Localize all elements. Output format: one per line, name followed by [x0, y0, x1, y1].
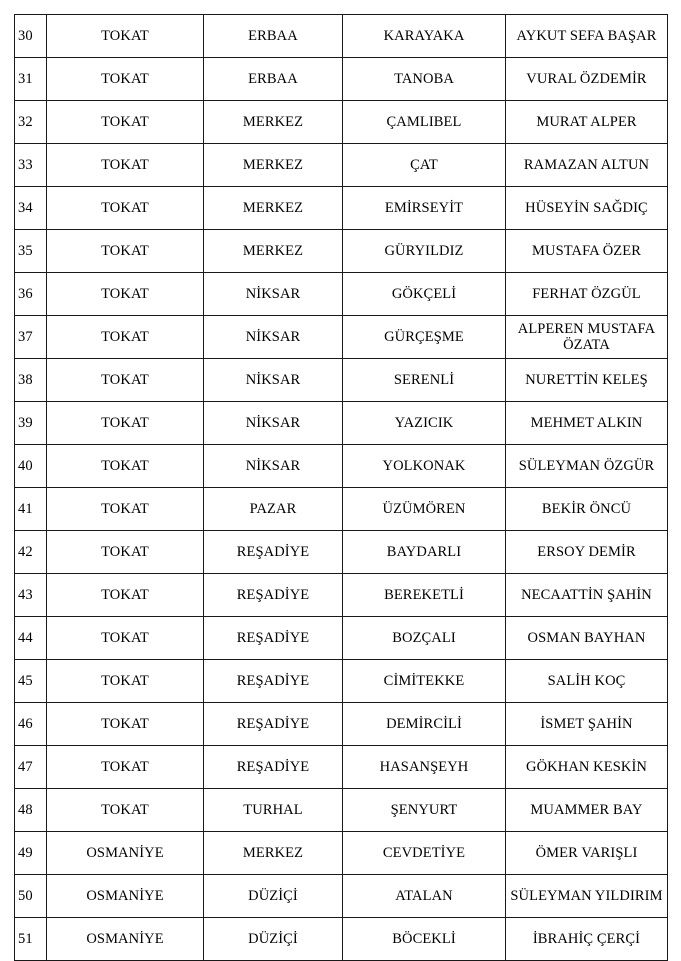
cell-province: TOKAT — [47, 402, 204, 445]
table-row — [15, 789, 668, 832]
table-row — [15, 187, 668, 230]
cell-village: YAZICIK — [343, 402, 506, 445]
cell-no: 45 — [15, 660, 47, 703]
cell-name: ERSOY DEMİR — [506, 531, 668, 574]
cell-province: OSMANİYE — [47, 875, 204, 918]
cell-province: TOKAT — [47, 488, 204, 531]
cell-name: MUAMMER BAY — [506, 789, 668, 832]
cell-province: TOKAT — [47, 58, 204, 101]
cell-district: REŞADİYE — [204, 617, 343, 660]
cell-name: ÖMER VARIŞLI — [506, 832, 668, 875]
cell-no: 37 — [15, 316, 47, 359]
cell-name: RAMAZAN ALTUN — [506, 144, 668, 187]
cell-no: 48 — [15, 789, 47, 832]
cell-no: 40 — [15, 445, 47, 488]
cell-district: REŞADİYE — [204, 746, 343, 789]
cell-no: 31 — [15, 58, 47, 101]
cell-district: NİKSAR — [204, 359, 343, 402]
cell-district: ERBAA — [204, 58, 343, 101]
table-row — [15, 531, 668, 574]
cell-province: TOKAT — [47, 531, 204, 574]
cell-name: İSMET ŞAHİN — [506, 703, 668, 746]
cell-province: TOKAT — [47, 703, 204, 746]
cell-no: 51 — [15, 918, 47, 961]
cell-district: REŞADİYE — [204, 703, 343, 746]
cell-village: SERENLİ — [343, 359, 506, 402]
table-row — [15, 832, 668, 875]
table-row — [15, 316, 668, 359]
cell-village: TANOBA — [343, 58, 506, 101]
cell-province: TOKAT — [47, 101, 204, 144]
cell-district: MERKEZ — [204, 832, 343, 875]
cell-province: OSMANİYE — [47, 832, 204, 875]
cell-province: TOKAT — [47, 187, 204, 230]
cell-no: 46 — [15, 703, 47, 746]
cell-district: ERBAA — [204, 15, 343, 58]
table-row — [15, 617, 668, 660]
cell-district: REŞADİYE — [204, 574, 343, 617]
cell-district: NİKSAR — [204, 316, 343, 359]
table-row — [15, 359, 668, 402]
cell-province: TOKAT — [47, 316, 204, 359]
table-row — [15, 488, 668, 531]
cell-village: GÜRÇEŞME — [343, 316, 506, 359]
cell-village: BÖCEKLİ — [343, 918, 506, 961]
cell-district: MERKEZ — [204, 144, 343, 187]
cell-district: TURHAL — [204, 789, 343, 832]
table-row — [15, 918, 668, 961]
table-row — [15, 230, 668, 273]
cell-no: 49 — [15, 832, 47, 875]
cell-district: NİKSAR — [204, 445, 343, 488]
cell-no: 47 — [15, 746, 47, 789]
table-row — [15, 746, 668, 789]
cell-district: PAZAR — [204, 488, 343, 531]
table-row — [15, 574, 668, 617]
cell-name: HÜSEYİN SAĞDIÇ — [506, 187, 668, 230]
cell-village: GÖKÇELİ — [343, 273, 506, 316]
cell-village: ÜZÜMÖREN — [343, 488, 506, 531]
table-row — [15, 144, 668, 187]
cell-province: TOKAT — [47, 15, 204, 58]
cell-name: AYKUT SEFA BAŞAR — [506, 15, 668, 58]
cell-district: REŞADİYE — [204, 660, 343, 703]
village-headmen-table — [14, 14, 668, 961]
cell-no: 33 — [15, 144, 47, 187]
cell-name: BEKİR ÖNCÜ — [506, 488, 668, 531]
cell-name: SALİH KOÇ — [506, 660, 668, 703]
cell-village: ÇAT — [343, 144, 506, 187]
cell-district: DÜZİÇİ — [204, 875, 343, 918]
table-row — [15, 875, 668, 918]
cell-village: ATALAN — [343, 875, 506, 918]
cell-no: 44 — [15, 617, 47, 660]
cell-no: 35 — [15, 230, 47, 273]
cell-district: NİKSAR — [204, 402, 343, 445]
cell-name: İBRAHİÇ ÇERÇİ — [506, 918, 668, 961]
table-row — [15, 703, 668, 746]
cell-village: CEVDETİYE — [343, 832, 506, 875]
cell-no: 41 — [15, 488, 47, 531]
cell-province: TOKAT — [47, 789, 204, 832]
cell-district: MERKEZ — [204, 187, 343, 230]
cell-no: 50 — [15, 875, 47, 918]
cell-district: MERKEZ — [204, 230, 343, 273]
table-row — [15, 101, 668, 144]
cell-no: 39 — [15, 402, 47, 445]
cell-name: GÖKHAN KESKİN — [506, 746, 668, 789]
cell-village: DEMİRCİLİ — [343, 703, 506, 746]
cell-no: 38 — [15, 359, 47, 402]
cell-no: 36 — [15, 273, 47, 316]
cell-province: TOKAT — [47, 660, 204, 703]
cell-name: SÜLEYMAN YILDIRIM — [506, 875, 668, 918]
cell-province: TOKAT — [47, 144, 204, 187]
cell-village: YOLKONAK — [343, 445, 506, 488]
cell-no: 42 — [15, 531, 47, 574]
cell-name: VURAL ÖZDEMİR — [506, 58, 668, 101]
cell-village: CİMİTEKKE — [343, 660, 506, 703]
cell-name: SÜLEYMAN ÖZGÜR — [506, 445, 668, 488]
cell-name: ALPEREN MUSTAFA ÖZATA — [506, 316, 668, 359]
cell-province: TOKAT — [47, 273, 204, 316]
table-row — [15, 58, 668, 101]
table-row — [15, 445, 668, 488]
cell-no: 43 — [15, 574, 47, 617]
cell-village: BEREKETLİ — [343, 574, 506, 617]
cell-name: NECAATTİN ŞAHİN — [506, 574, 668, 617]
cell-name: MEHMET ALKIN — [506, 402, 668, 445]
cell-province: OSMANİYE — [47, 918, 204, 961]
cell-village: ÇAMLIBEL — [343, 101, 506, 144]
cell-district: MERKEZ — [204, 101, 343, 144]
table-container — [14, 14, 667, 961]
cell-village: BAYDARLI — [343, 531, 506, 574]
cell-province: TOKAT — [47, 574, 204, 617]
cell-name: FERHAT ÖZGÜL — [506, 273, 668, 316]
cell-village: ŞENYURT — [343, 789, 506, 832]
cell-village: HASANŞEYH — [343, 746, 506, 789]
cell-village: BOZÇALI — [343, 617, 506, 660]
table-row — [15, 273, 668, 316]
cell-province: TOKAT — [47, 445, 204, 488]
cell-name: MURAT ALPER — [506, 101, 668, 144]
cell-district: REŞADİYE — [204, 531, 343, 574]
cell-province: TOKAT — [47, 617, 204, 660]
cell-village: GÜRYILDIZ — [343, 230, 506, 273]
table-row — [15, 15, 668, 58]
table-row — [15, 402, 668, 445]
cell-province: TOKAT — [47, 746, 204, 789]
table-body — [15, 15, 668, 961]
cell-district: DÜZİÇİ — [204, 918, 343, 961]
cell-village: EMİRSEYİT — [343, 187, 506, 230]
cell-no: 30 — [15, 15, 47, 58]
cell-no: 32 — [15, 101, 47, 144]
cell-name: NURETTİN KELEŞ — [506, 359, 668, 402]
cell-name: MUSTAFA ÖZER — [506, 230, 668, 273]
cell-province: TOKAT — [47, 230, 204, 273]
table-row — [15, 660, 668, 703]
cell-name: OSMAN BAYHAN — [506, 617, 668, 660]
cell-district: NİKSAR — [204, 273, 343, 316]
cell-province: TOKAT — [47, 359, 204, 402]
cell-village: KARAYAKA — [343, 15, 506, 58]
cell-no: 34 — [15, 187, 47, 230]
